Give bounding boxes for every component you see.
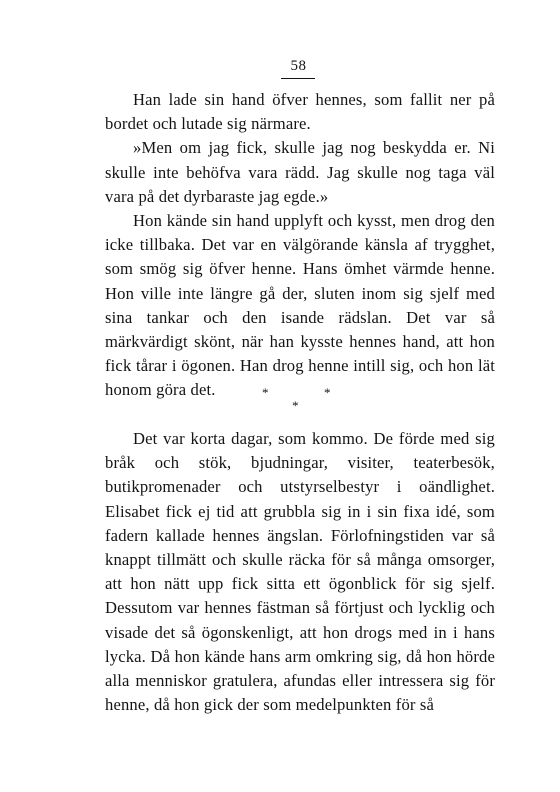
paragraph: Hon kände sin hand upplyft och kysst, men drog den icke tillbaka. Det var en välgörande känsla af trygghet, som smög sig öfver henne. Hans ömhet värmde henne. Hon ville inte längre gå der, sluten inom sig sjelf med sina tankar och den isande rädslan. Det var så märkvärdigt skönt, när han kysste hennes hand, att hon fick tårar i ögonen. Han drog henne intill sig, och hon lät honom göra det. <box>105 211 495 400</box>
paragraph: Det var korta dagar, som kommo. De förde med sig bråk och stök, bjudningar, visiter, teaterbesök, butikpromenader och utstyrselbestyr i oändlighet. Elisabet fick ej tid att grubbla sig in i sin fixa idé, som fadern kallade hennes ängslan. Förlofningstiden var så knappt tillmätt och skulle räcka för så många omsorger, att hon nätt upp fick sitta ett ögonblick för sig sjelf. Dessutom var hennes fästman så förtjust och lycklig och visade det så ögonskenligt, att hon drogs med in i hans lycka. Då hon kände hans arm omkring sig, då hon hörde alla menniskor gratulera, afundas eller intressera sig för henne, då hon gick der som medelpunkten för så <box>105 429 495 715</box>
paragraph: Han lade sin hand öfver hennes, som fallit ner på bordet och lutade sig närmare. <box>105 90 495 134</box>
asterisk-center: * <box>292 398 299 413</box>
text-block-after-break <box>105 427 495 717</box>
page-number: 58 <box>290 58 307 74</box>
paragraph: »Men om jag fick, skulle jag nog beskydda er. Ni skulle inte behöfva vara rädd. Jag skulle nog taga väl vara på det dyrbaraste jag egde.» <box>105 138 495 206</box>
asterisk-left: * <box>262 385 269 400</box>
section-break-asterism <box>0 385 560 415</box>
text-block-before-break <box>105 88 495 403</box>
asterisk-right: * <box>324 385 331 400</box>
page-number-underline <box>281 78 315 79</box>
